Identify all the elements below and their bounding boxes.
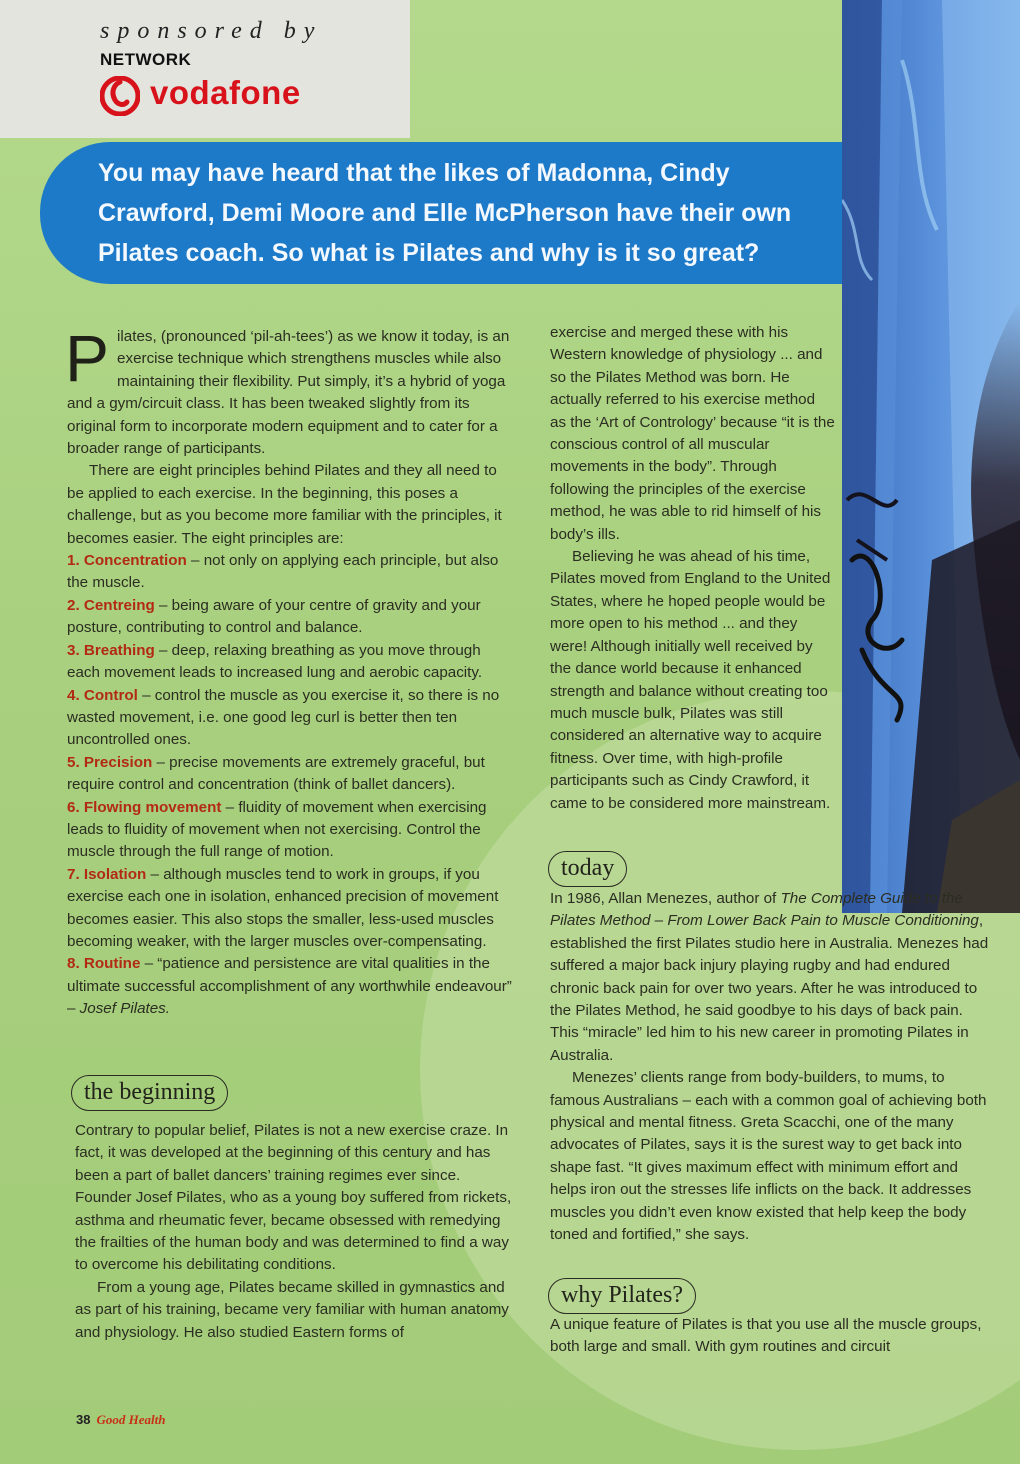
principle-7: [67, 864, 517, 954]
intro-text: You may have heard that the likes of Madonna, Cindy Crawford, Demi Moore and Elle McPherson have their own Pilates coach. So what is Pilates and why is it so great?: [98, 159, 792, 267]
drop-cap: P: [65, 321, 110, 395]
vodafone-wordmark: vodafone: [150, 74, 301, 111]
principle-4: [67, 685, 517, 752]
page-footer: [76, 1412, 165, 1428]
principle-title: 4. Control: [67, 686, 138, 704]
heading-the-beginning: the beginning: [71, 1075, 228, 1111]
paragraph-beginning-2: From a young age, Pilates became skilled in gymnastics and as part of his training, became very familiar with human anatomy and physiology. He also studied Eastern forms of: [75, 1278, 509, 1341]
heading-today: today: [548, 851, 627, 887]
paragraph-why-1: A unique feature of Pilates is that you use all the muscle groups, both large and small. With gym routines and circuit: [550, 1316, 982, 1356]
paragraph-today-1: [550, 888, 995, 1067]
principle-text: – control the muscle as you exercise it, so there is no wasted movement, i.e. one good leg curl is better then ten uncontrolled ones.: [67, 686, 500, 749]
principle-cite: Josef Pilates.: [79, 1000, 170, 1018]
column-right-today: [550, 888, 995, 1247]
page-number: 38: [76, 1412, 91, 1427]
column-left-beginning: [75, 1120, 515, 1344]
vodafone-logo-icon: [100, 76, 140, 116]
column-right: [550, 322, 835, 815]
paragraph-beginning-4: Believing he was ahead of his time, Pilates moved from England to the United States, where he hoped people would be more open to his method ... and they were! Although initially well received by the dance world because it enhanced strength and balance without creating too much muscle bulk, Pilates was still considered an alternative way to acquire fitness. Over time, with high-profile participants such as Cindy Crawford, it came to be considered more mainstream.: [550, 548, 831, 812]
principle-text: – although muscles tend to work in groups, if you exercise each one in isolation, enhanced precision of movement becomes easier. This also stops the smaller, less-used muscles becoming weaker, with the larger muscles over-compensating.: [67, 865, 499, 950]
sponsored-by-label: sponsored by: [100, 18, 323, 44]
principle-title: 6. Flowing movement: [67, 798, 222, 816]
column-right-why: [550, 1314, 995, 1359]
paragraph-text: ilates, (pronounced ‘pil-ah-tees’) as we know it today, is an exercise technique which strengthens muscles while also maintaining their flexibility. Put simply, it’s a hybrid of yoga and a gym/circuit class. It has been tweaked slightly from its original form to incorporate modern equipment and to cater for a broader range of participants.: [67, 328, 510, 458]
paragraph-beginning-1: Contrary to popular belief, Pilates is not a new exercise craze. In fact, it was developed at the beginning of this century and has been a part of ballet dancers’ training regimes ever since. Founder Josef Pilates, who as a young boy suffered from rickets, asthma and rheumatic fever, became obsessed with remedying the frailties of the human body and was determined to find a way to overcome his debilitating conditions.: [75, 1122, 512, 1274]
principle-text: – not only on applying each principle, but also the muscle.: [67, 552, 499, 592]
principle-title: 1. Concentration: [67, 552, 187, 570]
sponsor-box: [0, 0, 410, 138]
principle-title: 7. Isolation: [67, 865, 147, 883]
graffiti-wall-photo: [842, 0, 1020, 913]
principle-title: 2. Centreing: [67, 596, 155, 614]
principle-text: – fluidity of movement when exercising leads to fluidity of movement when not exercising. Control the muscle through the full range of motion.: [67, 798, 487, 861]
paragraph-principles-intro: There are eight principles behind Pilates and they all need to be applied to each exercise. In the beginning, this poses a challenge, but as you become more familiar with the principles, it becomes easier. The eight principles are:: [67, 462, 502, 547]
principle-1: [67, 550, 517, 595]
principle-title: 8. Routine: [67, 955, 141, 973]
book-title: The Complete Guide to the Pilates Method – From Lower Back Pain to Muscle Conditioning: [550, 890, 979, 930]
principle-2: [67, 595, 517, 640]
principle-8: [67, 953, 517, 1020]
principle-title: 3. Breathing: [67, 641, 155, 659]
principle-3: [67, 640, 517, 685]
heading-why-pilates: why Pilates?: [548, 1278, 696, 1314]
paragraph-intro: [65, 321, 517, 460]
network-label: NETWORK: [100, 50, 192, 69]
principle-text: – precise movements are extremely graceful, but require control and concentration (think of ballet dancers).: [67, 753, 485, 794]
principle-text: – “patience and persistence are vital qualities in the ultimate successful accomplishment of any worthwhile endeavour” –: [67, 955, 512, 1018]
principle-title: 5. Precision: [67, 753, 153, 771]
paragraph-text: , established the first Pilates studio here in Australia. Menezes had suffered a major back injury playing rugby and had endured chronic back pain for over two years. After he was introduced to the Pilates Method, he said goodbye to his days of back pain. This “miracle” led him to his new career in promoting Pilates in Australia.: [550, 912, 989, 1064]
principle-text: – being aware of your centre of gravity and your posture, contributing to control and balance.: [67, 596, 481, 637]
column-left: [65, 321, 517, 1021]
paragraph-text: In 1986, Allan Menezes, author of: [550, 890, 781, 907]
paragraph-today-2: Menezes’ clients range from body-builders, to mums, to famous Australians – each with a common goal of achieving both physical and mental fitness. Greta Scacchi, one of the many advocates of Pilates, says it is the surest way to get back into shape fast. “It gives maximum effect with minimum effort and helps iron out the stresses life inflicts on the back. It addresses muscles you didn’t even know existed that help keep the body toned and fortified,” she says.: [550, 1069, 987, 1244]
magazine-name: Good Health: [96, 1412, 166, 1427]
paragraph-beginning-3: exercise and merged these with his Western knowledge of physiology ... and so the Pilates Method was born. He actually referred to his exercise method as the ‘Art of Contrology’ because “it is the conscious control of all muscular movements in the body”. Through following the principles of the exercise method, he was able to rid himself of his body’s ills.: [550, 324, 835, 543]
principle-text: – deep, relaxing breathing as you move through each movement leads to increased lung and aerobic capacity.: [67, 641, 483, 682]
principle-5: [67, 752, 517, 797]
principle-6: [67, 797, 517, 864]
